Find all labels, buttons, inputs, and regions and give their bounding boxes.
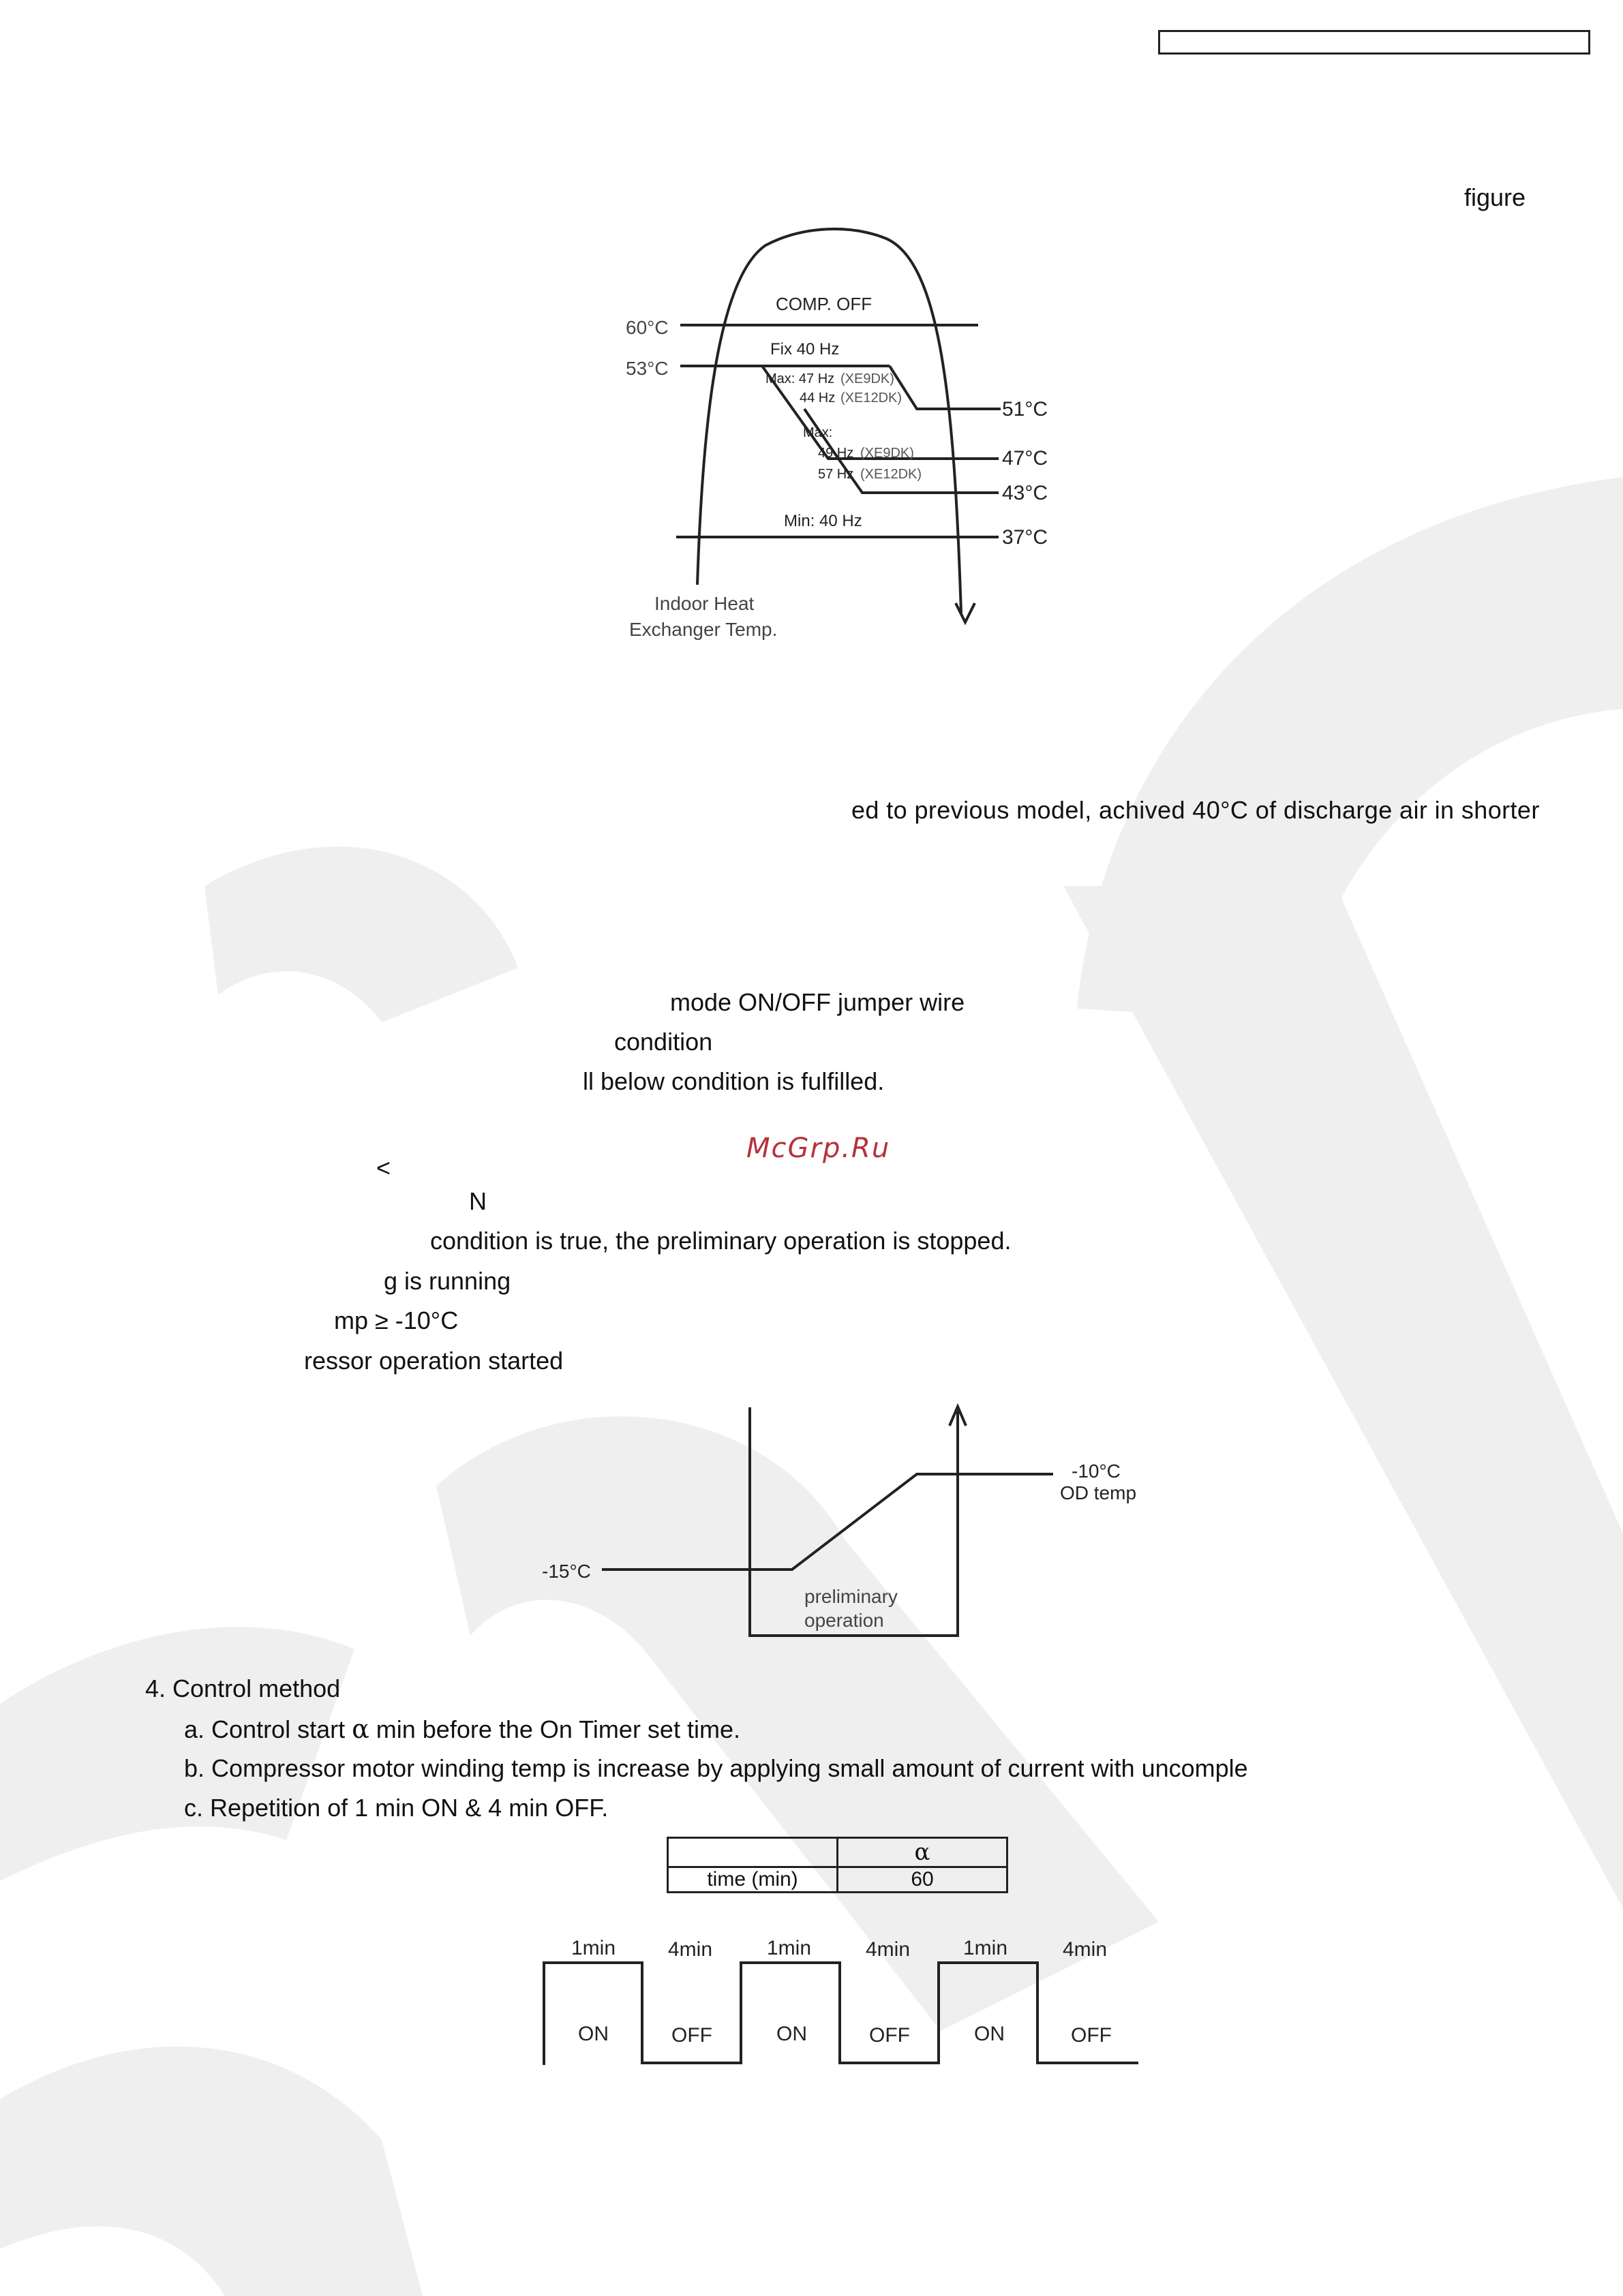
state-label: OFF: [1071, 2024, 1112, 2047]
temperature-curve-arrow: [956, 603, 975, 622]
table-header-alpha: α: [838, 1838, 1007, 1867]
state-label: ON: [974, 2023, 1005, 2045]
table-header-row: [668, 1838, 1007, 1867]
mid-text-line-6: condition is true, the preliminary operation is stopped.: [430, 1227, 1012, 1255]
table-row: [668, 1867, 1007, 1893]
mid-text-line-2: condition: [614, 1028, 713, 1056]
mid-text-line-5: N: [469, 1187, 487, 1215]
state-label: ON: [578, 2023, 609, 2045]
temp-minus10c: -10°C: [1072, 1460, 1121, 1482]
duration-label: 4min: [1063, 1938, 1108, 1961]
state-label: OFF: [671, 2024, 712, 2047]
temperature-curve: [697, 229, 961, 613]
duration-label: 4min: [866, 1938, 911, 1961]
control-item-a-prefix: a. Control start: [184, 1715, 352, 1743]
control-method-heading: 4. Control method: [145, 1674, 341, 1702]
temp-minus15c: -15°C: [542, 1561, 591, 1582]
preliminary-label-line2: operation: [804, 1610, 884, 1631]
axis-label-line1: Indoor Heat: [654, 593, 755, 614]
preliminary-label-line1: preliminary: [804, 1586, 898, 1607]
max2-a-label: 49 Hz: [818, 446, 854, 461]
od-temp-label: OD temp: [1060, 1482, 1137, 1503]
mid-text-line-8: mp ≥ -10°C: [334, 1306, 459, 1334]
mid-text-line-9: ressor operation started: [304, 1347, 564, 1375]
fix-40hz-label: Fix 40 Hz: [770, 340, 840, 358]
state-label: ON: [776, 2023, 807, 2045]
max1-b-model: (XE12DK): [840, 391, 902, 405]
control-item-a-suffix: min before the On Timer set time.: [369, 1715, 740, 1743]
top-paragraph-line: ed to previous model, achived 40°C of discharge air in shorter: [851, 796, 1540, 824]
max2-b-label: 57 Hz: [818, 467, 854, 482]
heat-exchanger-diagram: [600, 211, 1091, 654]
mid-text-line-3: ll below condition is fulfilled.: [583, 1067, 885, 1095]
max2-a-model: (XE9DK): [860, 446, 914, 461]
od-temp-line: [602, 1474, 1053, 1570]
max1-b-label: 44 Hz: [800, 391, 836, 405]
axis-label-line2: Exchanger Temp.: [629, 619, 778, 640]
temp-60c: 60°C: [626, 317, 669, 338]
preliminary-operation-diagram: [532, 1397, 1172, 1649]
max1-a-model: (XE9DK): [840, 371, 894, 386]
timing-waveform: [544, 1963, 1138, 2065]
table-row-value: 60: [838, 1867, 1007, 1893]
alpha-symbol: α: [352, 1714, 369, 1744]
mid-text-line-7: g is running: [384, 1267, 511, 1295]
mid-text-line-4: <: [376, 1154, 391, 1182]
figure-word: figure: [1464, 183, 1526, 211]
duration-label: 1min: [767, 1937, 812, 1959]
header-box: [1158, 30, 1590, 55]
control-item-b: b. Compressor motor winding temp is increase by applying small amount of current with uncomple: [184, 1754, 1248, 1782]
temp-43c: 43°C: [1002, 482, 1048, 504]
min-40hz-label: Min: 40 Hz: [784, 512, 862, 530]
alpha-time-table: [667, 1837, 1008, 1893]
table-row-label: time (min): [668, 1867, 838, 1893]
site-watermark-text: McGrp.Ru: [746, 1133, 891, 1164]
state-label: OFF: [869, 2024, 910, 2047]
on-off-timing-diagram: [532, 1929, 1145, 2072]
duration-label: 1min: [963, 1937, 1008, 1959]
max2-b-model: (XE12DK): [860, 467, 922, 482]
control-item-a: [184, 1716, 740, 1742]
duration-label: 4min: [668, 1938, 713, 1961]
max2-label: Max:: [803, 425, 833, 440]
temp-37c: 37°C: [1002, 526, 1048, 549]
mid-text-line-1: mode ON/OFF jumper wire: [670, 988, 965, 1016]
temp-53c: 53°C: [626, 358, 669, 379]
temp-51c: 51°C: [1002, 398, 1048, 420]
control-item-c: c. Repetition of 1 min ON & 4 min OFF.: [184, 1794, 609, 1822]
temp-47c: 47°C: [1002, 447, 1048, 470]
comp-off-label: COMP. OFF: [776, 294, 873, 314]
duration-label: 1min: [571, 1937, 616, 1959]
max1-a-label: Max: 47 Hz: [765, 371, 835, 386]
table-header-blank: [668, 1838, 838, 1867]
